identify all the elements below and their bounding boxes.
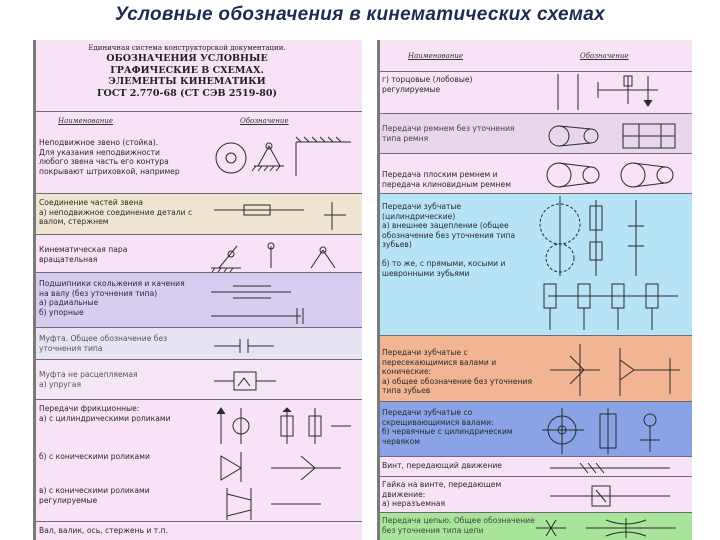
left-col-name-header: Наименование <box>58 117 114 125</box>
right-row-text: Передачи зубчатые (цилиндрические) а) внешнее зацепление (общее обозначение без уточнения типа зубьев) б) то же, с прямыми, косыми и шевронными зубьями <box>382 202 516 278</box>
left-row-text: Соединение частей звена а) неподвижное соединение детали с валом, стержнем <box>39 198 193 226</box>
gost-line-2: ОБОЗНАЧЕНИЯ УСЛОВНЫЕ <box>106 53 268 64</box>
stationary-link-symbol <box>211 132 361 192</box>
revolute-pair-symbol <box>211 240 351 272</box>
left-row-text: Подшипники скольжения и качения на валу (без уточнения типа) а) радиальные б) упорные <box>39 279 185 317</box>
right-row-text: Винт, передающий движение <box>382 461 502 470</box>
friction-drive-conical-adjustable-symbol <box>211 486 361 522</box>
coupling-symbol <box>214 334 314 358</box>
lead-screw-symbol <box>550 460 680 476</box>
flat-belt-symbol <box>545 158 685 192</box>
right-row-text: Передачи зубчатые со скрещивающимися валами: б) червячные с цилиндрическим червяком <box>382 408 513 446</box>
right-col-name-header: Наименование <box>408 52 464 60</box>
nut-symbol <box>550 480 680 512</box>
right-col-symbol-header: Обозначение <box>580 52 629 60</box>
gost-header <box>72 44 302 99</box>
left-col-symbol-header: Обозначение <box>240 117 289 125</box>
friction-drive-conical-symbol <box>211 450 361 484</box>
right-row-text: Передача цепью. Общее обозначение без уточнения типа цепи <box>382 516 535 535</box>
left-row-text: Неподвижное звено (стойка). Для указания неподвижности любого звена часть его контура покрывают штриховкой, например <box>39 138 180 176</box>
left-row-text: в) с коническими роликами регулируемые <box>39 486 150 505</box>
right-row-text: Передачи ремнем без уточнения типа ремня <box>382 124 515 143</box>
friction-drive-cylindrical-symbol <box>211 404 361 448</box>
gost-line-3: ГРАФИЧЕСКИЕ В СХЕМАХ. <box>110 64 264 76</box>
gost-line-1: Единичная система конструкторской документации. <box>88 44 286 52</box>
gost-line-5: ГОСТ 2.770-68 (СТ СЭВ 2519-80) <box>97 87 277 99</box>
gost-line-4: ЭЛЕМЕНТЫ КИНЕМАТИКИ <box>108 76 266 87</box>
spur-gear-symbol <box>538 196 688 334</box>
worm-gear-symbol <box>540 404 690 456</box>
right-gost-page <box>377 40 692 540</box>
right-row-text: Гайка на винте, передающем движение: а) неразъемная <box>382 480 502 508</box>
left-gost-page <box>33 40 362 540</box>
bevel-gear-symbol <box>540 340 690 400</box>
left-row-text: б) с коническими роликами <box>39 452 150 461</box>
bearing-symbol <box>211 278 361 328</box>
right-row-text: г) торцовые (лобовые) регулируемые <box>382 75 473 94</box>
belt-drive-symbol <box>545 120 685 152</box>
slide-title: Условные обозначения в кинематических схемах <box>115 4 605 25</box>
right-row-text: Передача плоским ремнем и передача клиновидным ремнем <box>382 170 511 189</box>
chain-drive-symbol <box>536 516 686 540</box>
left-row-text: Муфта. Общее обозначение без уточнения типа <box>39 334 168 353</box>
left-row-text: Передачи фрикционные: а) с цилиндрическими роликами <box>39 404 171 423</box>
link-joint-symbol <box>214 198 354 234</box>
elastic-coupling-symbol <box>214 366 314 396</box>
left-row-text: Кинематическая пара вращательная <box>39 245 128 264</box>
left-row-text: Вал, валик, ось, стержень и т.п. <box>39 526 169 535</box>
face-drive-symbol <box>548 70 688 114</box>
right-row-text: Передачи зубчатые с пересекающимися валами и конические: а) общее обозначение без уточнения типа зубьев <box>382 348 533 395</box>
left-row-text: Муфта не расцепляемая а) упругая <box>39 370 138 389</box>
